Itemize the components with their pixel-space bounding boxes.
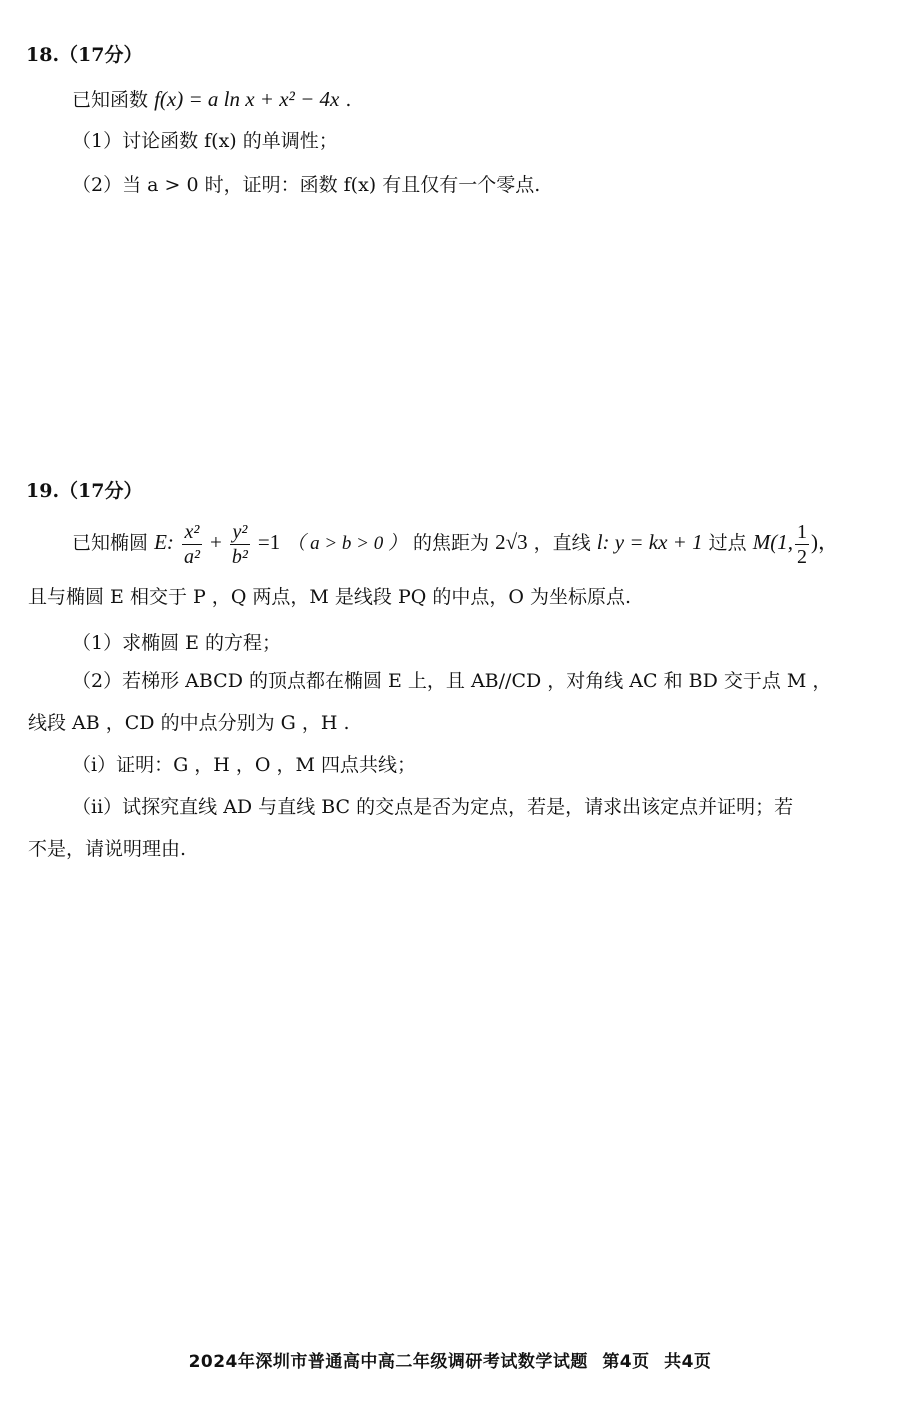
q18-part1: （1）讨论函数 f(x) 的单调性；	[72, 130, 338, 152]
q19-part2-line1: （2）若梯形 ABCD 的顶点都在椭圆 E 上，且 AB//CD ，对角线 AC 和 BD 交于点 M ，	[72, 670, 832, 692]
fraction-numerator: y²	[230, 522, 250, 545]
q19-part1: （1）求椭圆 E 的方程；	[72, 632, 282, 654]
point-m-prefix: M(1,	[752, 530, 793, 554]
q18-part2: （2）当 a > 0 时，证明：函数 f(x) 有且仅有一个零点.	[72, 174, 541, 196]
fraction-denominator: b²	[231, 545, 248, 568]
fraction-denominator: 2	[796, 545, 807, 568]
q19-part-i: （i）证明：G ，H ，O ，M 四点共线；	[72, 754, 417, 776]
q19-part2-line2: 线段 AB ，CD 的中点分别为 G ，H .	[28, 712, 350, 734]
exam-title: 2024年深圳市普通高中高二年级调研考试数学试题	[188, 1352, 588, 1372]
page-footer	[0, 1347, 900, 1372]
fraction-numerator: x²	[182, 522, 202, 545]
q19-stem-text1: 已知椭圆	[72, 532, 149, 554]
equals-one: =1	[257, 530, 281, 554]
q19-stem-line1	[72, 514, 839, 572]
q19-stem-text2: 的焦距为	[413, 532, 490, 554]
fraction-x2-a2	[182, 522, 202, 567]
q19-part-ii-line2: 不是，请说明理由.	[28, 838, 187, 860]
q19-stem-text3: ，直线	[533, 532, 591, 554]
fraction-numerator: 1	[796, 520, 807, 543]
q18-stem-prefix: 已知函数	[72, 89, 149, 111]
page-number: 第4页	[602, 1352, 650, 1372]
q18-stem-suffix: .	[345, 89, 352, 111]
focal-distance: 2√3	[495, 530, 528, 554]
plus-sign: +	[209, 530, 222, 554]
fraction-denominator: a²	[183, 545, 200, 568]
point-m-suffix: )，	[810, 530, 839, 554]
ellipse-condition: （ a > b > 0 ）	[286, 533, 407, 554]
q18-stem	[72, 86, 351, 113]
q19-part-ii-line1: （ii）试探究直线 AD 与直线 BC 的交点是否为定点，若是，请求出该定点并证明；若	[72, 796, 794, 818]
fraction-y2-b2	[230, 522, 250, 567]
q19-header: 19.（17分）	[26, 480, 143, 502]
fraction-one-half	[795, 522, 809, 567]
q18-header: 18.（17分）	[26, 44, 143, 66]
ellipse-label: E:	[154, 530, 174, 554]
q19-stem-line2: 且与椭圆 E 相交于 P ，Q 两点，M 是线段 PQ 的中点，O 为坐标原点.	[28, 586, 632, 608]
q19-stem-text4: 过点	[708, 532, 747, 554]
q18-function-formula: f(x) = a ln x + x² − 4x	[154, 87, 340, 111]
total-pages: 共4页	[664, 1352, 712, 1372]
line-equation: l: y = kx + 1	[596, 530, 703, 554]
